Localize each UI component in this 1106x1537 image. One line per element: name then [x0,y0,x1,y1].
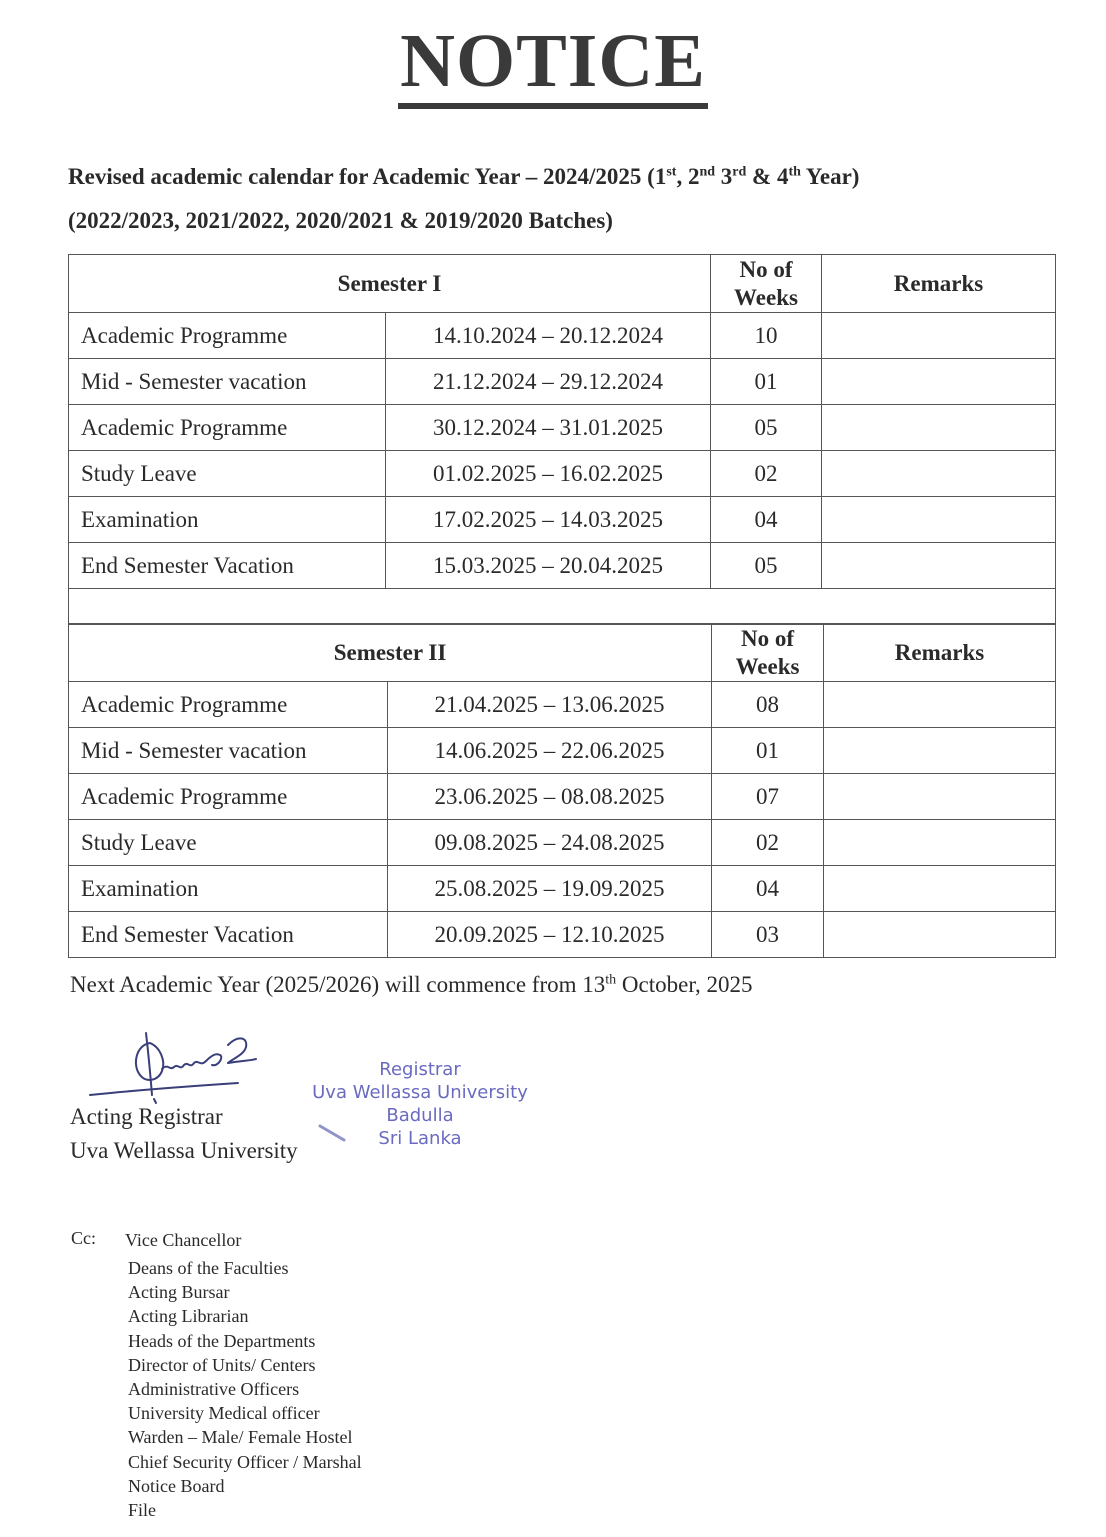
remarks-cell [824,866,1056,912]
dates-cell: 14.06.2025 – 22.06.2025 [388,728,712,774]
stamp-line-3: Badulla [386,1105,454,1126]
notice-title-text: NOTICE [398,21,708,109]
table-row [69,682,1056,728]
signatory-block [70,1100,298,1168]
table-row [69,405,1056,451]
signatory-title: Acting Registrar [70,1104,223,1129]
heading-part-3: 3 [715,164,733,189]
heading-part-2: , 2 [676,164,700,189]
weeks-cell: 04 [711,497,822,543]
weeks-cell: 01 [712,728,824,774]
activity-cell: Academic Programme [69,682,388,728]
notice-title [0,18,1106,109]
dates-cell: 09.08.2025 – 24.08.2025 [388,820,712,866]
handwritten-signature [88,1025,278,1105]
activity-cell: Study Leave [69,451,386,497]
activity-cell: Academic Programme [69,313,386,359]
next-year-sup: th [605,972,617,988]
activity-cell: Examination [69,866,388,912]
stamp-line-1: Registrar [379,1059,461,1080]
weeks-cell: 03 [712,912,824,958]
table-row [69,774,1056,820]
semester-2-header: Semester II [69,624,712,682]
remarks-cell [824,912,1056,958]
weeks-cell: 01 [711,359,822,405]
cc-recipient: University Medical officer [128,1403,320,1424]
semester-2-header-row [69,624,1056,682]
remarks-cell [824,774,1056,820]
cc-recipient: Acting Librarian [128,1306,249,1327]
heading-part-4: & 4 [746,164,789,189]
remarks-cell [824,820,1056,866]
table-row [69,313,1056,359]
dates-cell: 25.08.2025 – 19.09.2025 [388,866,712,912]
cc-recipient: Acting Bursar [128,1282,230,1303]
cc-recipient: Vice Chancellor [125,1230,242,1250]
stamp-line-4: Sri Lanka [378,1128,462,1149]
cc-recipient: Director of Units/ Centers [128,1354,316,1375]
remarks-cell [822,405,1056,451]
activity-cell: Academic Programme [69,405,386,451]
weeks-cell: 08 [712,682,824,728]
table-row [69,543,1056,589]
cc-recipient: Administrative Officers [128,1378,300,1399]
activity-cell: Mid - Semester vacation [69,728,388,774]
dates-cell: 17.02.2025 – 14.03.2025 [386,497,711,543]
stamp-ink-mark [318,1122,348,1144]
heading-sup-2: nd [699,164,716,180]
remarks-cell [822,497,1056,543]
remarks-cell [822,313,1056,359]
cc-recipient: Chief Security Officer / Marshal [128,1451,362,1472]
table-row [69,497,1056,543]
semester-1-header-row [69,255,1056,313]
batches-heading: (2022/2023, 2021/2022, 2020/2021 & 2019/2020 Batches) [68,208,613,233]
heading-sup-3: rd [732,164,747,180]
remarks-cell [822,451,1056,497]
activity-cell: Mid - Semester vacation [69,359,386,405]
weeks-header-line1: No of [739,256,793,282]
weeks-header-line1: No of [741,625,795,651]
weeks-header-line2: Weeks [735,653,800,679]
activity-cell: Study Leave [69,820,388,866]
weeks-cell: 10 [711,313,822,359]
cc-label: Cc: [71,1228,96,1248]
weeks-cell: 04 [712,866,824,912]
cc-recipient-list [125,1228,362,1522]
table-row [69,912,1056,958]
signatory-institution: Uva Wellassa University [70,1138,298,1163]
table-spacer-row [69,589,1056,625]
dates-cell: 21.12.2024 – 29.12.2024 [386,359,711,405]
weeks-cell: 05 [711,543,822,589]
heading-sup-4: th [788,164,801,180]
table-row [69,820,1056,866]
table-row [69,359,1056,405]
remarks-cell [824,728,1056,774]
next-academic-year-note [70,972,753,998]
heading-prefix: Revised academic calendar for Academic Year – 2024/2025 (1 [68,164,667,189]
next-year-suffix: October, 2025 [616,972,753,997]
remarks-cell [824,682,1056,728]
weeks-cell: 07 [712,774,824,820]
table-row [69,451,1056,497]
dates-cell: 20.09.2025 – 12.10.2025 [388,912,712,958]
semester-2-table [68,623,1056,958]
activity-cell: Examination [69,497,386,543]
weeks-header-line2: Weeks [734,284,798,310]
cc-recipient: Deans of the Faculties [128,1258,289,1278]
activity-cell: End Semester Vacation [69,543,386,589]
weeks-header [711,255,822,313]
semester-1-header: Semester I [69,255,711,313]
heading-part-5: Year) [800,164,860,189]
remarks-cell [822,359,1056,405]
cc-recipient: Notice Board [128,1475,225,1496]
table-row [69,866,1056,912]
remarks-header: Remarks [824,624,1056,682]
activity-cell: End Semester Vacation [69,912,388,958]
remarks-cell [822,543,1056,589]
weeks-header [712,624,824,682]
weeks-cell: 02 [711,451,822,497]
weeks-cell: 05 [711,405,822,451]
calendar-heading [68,164,859,190]
dates-cell: 21.04.2025 – 13.06.2025 [388,682,712,728]
cc-recipient: Warden – Male/ Female Hostel [128,1427,353,1448]
next-year-prefix: Next Academic Year (2025/2026) will commence from 13 [70,972,606,997]
activity-cell: Academic Programme [69,774,388,820]
cc-recipient: Heads of the Departments [128,1330,316,1351]
table-row [69,728,1056,774]
dates-cell: 15.03.2025 – 20.04.2025 [386,543,711,589]
weeks-cell: 02 [712,820,824,866]
semester-1-table [68,254,1056,625]
stamp-line-2: Uva Wellassa University [312,1082,528,1103]
dates-cell: 01.02.2025 – 16.02.2025 [386,451,711,497]
dates-cell: 30.12.2024 – 31.01.2025 [386,405,711,451]
dates-cell: 14.10.2024 – 20.12.2024 [386,313,711,359]
spacer-cell [69,589,1056,625]
cc-recipient: File [128,1499,157,1520]
remarks-header: Remarks [822,255,1056,313]
heading-sup-1: st [666,164,677,180]
dates-cell: 23.06.2025 – 08.08.2025 [388,774,712,820]
